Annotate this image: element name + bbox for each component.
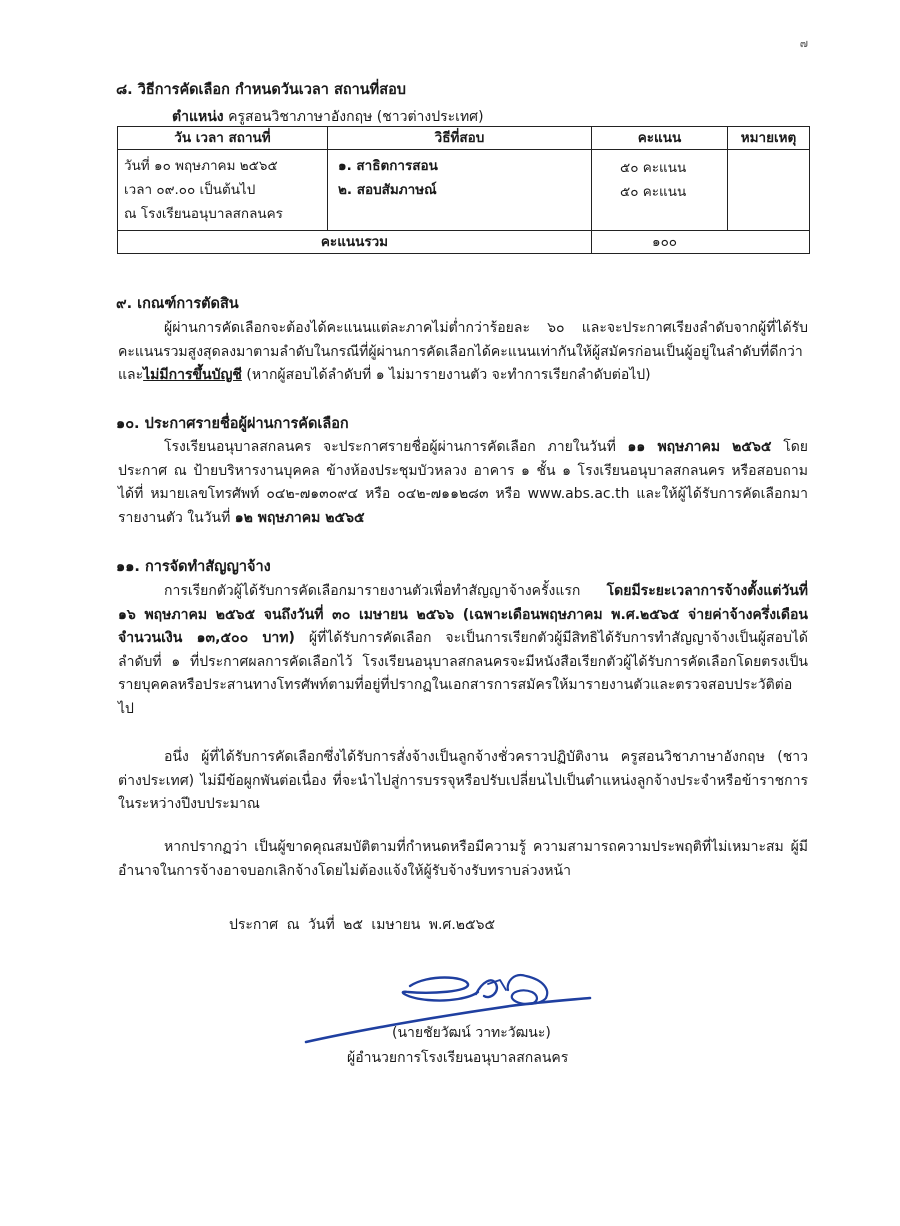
section-11-paragraph-3 — [118, 836, 808, 883]
header-score: คะแนน — [592, 127, 728, 150]
note-cell — [728, 150, 810, 231]
method-cell — [328, 150, 592, 231]
page-number: ๗ — [799, 37, 808, 50]
signer-name: (นายชัยวัฒน์ วาทะวัฒนะ) — [392, 1025, 551, 1041]
section-11-p2-text: อนึ่ง ผู้ที่ได้รับการคัดเลือกซึ่งได้รับการสั่งจ้างเป็นลูกจ้างชั่วคราวปฏิบัติงาน ครูสอนวิชาภาษาอังกฤษ (ชาวต่างประเทศ) ไม่มีข้อผูกพันต่อเนื่อง ที่จะนำไปสู่การบรรจุหรือปรับเปลี่ยนไปเป็นตำแหน่งลูกจ้างประจำหรือข้าราชการ ในระหว่างปีงบประมาณ — [118, 749, 808, 812]
exam-schedule-table — [117, 126, 810, 254]
section-10-heading: ๑๐. ประกาศรายชื่อผู้ผ่านการคัดเลือก — [116, 416, 349, 432]
header-date-place: วัน เวลา สถานที่ — [118, 127, 328, 150]
section-11-heading: ๑๑. การจัดทำสัญญาจ้าง — [116, 559, 271, 575]
section-9-tail: (หากผู้สอบได้ลำดับที่ ๑ ไม่มารายงานตัว จะทำการเรียกลำดับต่อไป) — [241, 367, 651, 383]
position-value: ครูสอนวิชาภาษาอังกฤษ (ชาวต่างประเทศ) — [228, 109, 484, 125]
position-line — [172, 106, 484, 128]
section-11-paragraph-2 — [118, 746, 808, 817]
total-value: ๑๐๐ — [592, 231, 810, 254]
employment-period: โดยมีระยะเวลาการจ้างตั้งแต่วันที่ ๑๖ พฤษภาคม ๒๕๖๕ จนถึงวันที่ ๓๐ เมษายน ๒๕๖๖ (เฉพาะเดือนพฤษภาคม พ.ศ.๒๕๖๕ จ่ายค่าจ้างครึ่งเดือน จำนวนเงิน ๑๓,๕๐๐ บาท) — [118, 583, 808, 646]
method-interview: ๒. สอบสัมภาษณ์ — [338, 182, 437, 198]
header-method: วิธีที่สอบ — [328, 127, 592, 150]
result-date: ๑๑ พฤษภาคม ๒๕๖๕ — [627, 439, 772, 455]
section-11-p1-text-a: การเรียกตัวผู้ได้รับการคัดเลือกมารายงานตัวเพื่อทำสัญญาจ้างครั้งแรก — [164, 583, 607, 599]
announcement-date: ประกาศ ณ วันที่ ๒๕ เมษายน พ.ศ.๒๕๖๕ — [229, 917, 496, 933]
date-place-cell — [118, 150, 328, 231]
section-8-heading: ๘. วิธีการคัดเลือก กำหนดวันเวลา สถานที่สอบ — [116, 82, 406, 98]
section-9-text: ผู้ผ่านการคัดเลือกจะต้องได้คะแนนแต่ละภาคไม่ต่ำกว่าร้อยละ ๖๐ และจะประกาศเรียงลำดับจากผู้ที่ได้รับคะแนนรวมสูงสุดลงมาตามลำดับในกรณีที่ผู้ผ่านการคัดเลือกได้คะแนนเท่ากันให้ผู้สมัครก่อนเป็นผู้อยู่ในลำดับที่ดีกว่า และ — [118, 320, 808, 383]
section-11-p3-text: หากปรากฏว่า เป็นผู้ขาดคุณสมบัติตามที่กำหนดหรือมีความรู้ ความสามารถความประพฤติที่ไม่เหมาะสม ผู้มีอำนาจในการจ้างอาจบอกเลิกจ้างโดยไม่ต้องแจ้งให้ผู้รับจ้างรับทราบล่วงหน้า — [118, 839, 808, 879]
header-note: หมายเหตุ — [728, 127, 810, 150]
position-label: ตำแหน่ง — [172, 109, 224, 125]
score-demo-teaching: ๕๐ คะแนน — [620, 160, 687, 176]
section-10-text-a: โรงเรียนอนุบาลสกลนคร จะประกาศรายชื่อผู้ผ่านการคัดเลือก ภายในวันที่ — [164, 439, 628, 455]
total-row — [118, 231, 810, 254]
total-label: คะแนนรวม — [118, 231, 592, 254]
section-10-text-b: โดยประกาศ ณ ป้ายบริหารงานบุคคล ข้างห้องประชุมบัวหลวง อาคาร ๑ ชั้น ๑ โรงเรียนอนุบาลสกลนคร หรือสอบถามได้ที่ หมายเลขโทรศัพท์ ๐๔๒-๗๑๓๐๙๔ หรือ ๐๔๒-๗๑๑๒๘๓ หรือ www.abs.ac.th และให้ผู้ได้รับการคัดเลือกมารายงานตัว ในวันที่ — [118, 439, 809, 526]
section-9-heading: ๙. เกณฑ์การตัดสิน — [116, 296, 239, 312]
table-row — [118, 150, 810, 231]
section-9-body — [118, 317, 808, 388]
table-header-row — [118, 127, 810, 150]
section-11-paragraph-1 — [118, 580, 808, 721]
date-line: วันที่ ๑๐ พฤษภาคม ๒๕๖๕ — [124, 158, 278, 174]
no-waitlist-text: ไม่มีการขึ้นบัญชี — [143, 367, 242, 383]
score-interview: ๕๐ คะแนน — [620, 184, 687, 200]
time-line: เวลา ๐๙.๐๐ เป็นต้นไป — [124, 182, 256, 198]
place-line: ณ โรงเรียนอนุบาลสกลนคร — [124, 206, 283, 222]
section-11-p1-text-b: ผู้ที่ได้รับการคัดเลือก จะเป็นการเรียกตัวผู้มีสิทธิได้รับการทำสัญญาจ้างเป็นผู้สอบได้ ลำดับที่ ๑ ที่ประกาศผลการคัดเลือกไว้ โรงเรียนอนุบาลสกลนครจะมีหนังสือเรียกตัวผู้ได้รับการคัดเลือกโดยตรงเป็นรายบุคคลหรือประสานทางโทรศัพท์ตามที่อยู่ที่ปรากฏในเอกสารการสมัครให้มารายงานตัวและตรวจสอบประวัติต่อไป — [118, 630, 809, 717]
method-demo-teaching: ๑. สาธิตการสอน — [338, 158, 438, 174]
score-cell — [592, 150, 728, 231]
report-date: ๑๒ พฤษภาคม ๒๕๖๕ — [234, 509, 365, 526]
signer-position: ผู้อำนวยการโรงเรียนอนุบาลสกลนคร — [347, 1050, 569, 1066]
section-10-body — [118, 436, 808, 530]
